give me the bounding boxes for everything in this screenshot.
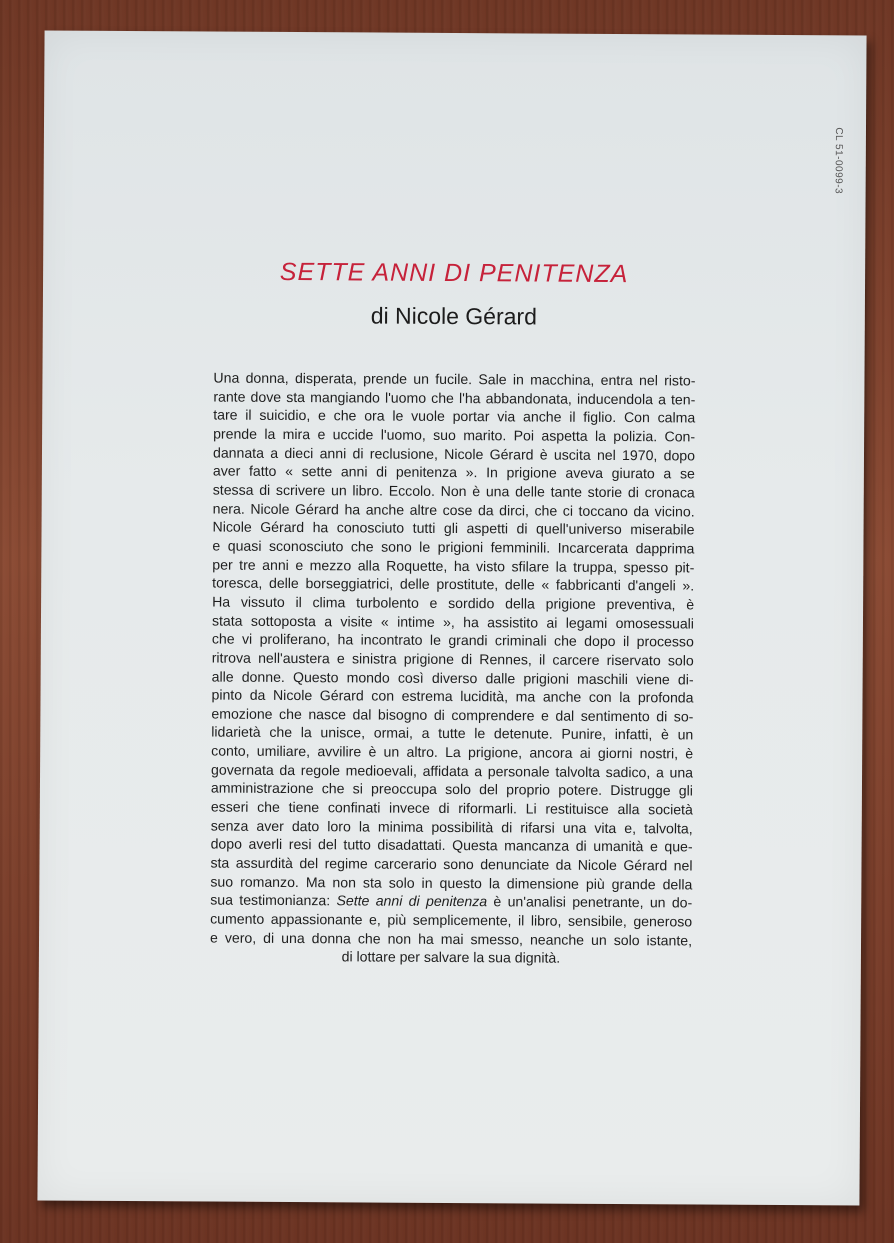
book-author: di Nicole Gérard xyxy=(370,302,538,330)
blurb-line: senza aver dato loro la minima possibilità di rifarsi una vita e, talvolta, xyxy=(210,817,693,837)
blurb-line: ritrova nell'austera e sinistra prigione di Rennes, il carcere riservato solo xyxy=(211,649,694,669)
blurb-line: conto, umiliare, avvilire è un altro. La prigione, ancora ai giorni nostri, è xyxy=(211,742,694,762)
blurb-line: nera. Nicole Gérard ha anche altre cose da dirci, che ci toccano da vicino. xyxy=(212,500,695,520)
blurb-italic-title: Sette anni di penitenza xyxy=(336,892,488,910)
blurb-line: dannata a dieci anni di reclusione, Nicole Gérard è uscita nel 1970, dopo xyxy=(212,444,696,464)
blurb-line: stata sottoposta a visite « intime », ha assistito ai legami omosessuali xyxy=(211,612,695,632)
blurb-line: per tre anni e mezzo alla Roquette, ha visto sfilare la truppa, spesso pit- xyxy=(212,556,695,576)
blurb-line: e quasi sconosciuto che sono le prigioni femminili. Incarcerata dapprima xyxy=(212,537,695,557)
blurb-line: che vi proliferano, ha incontrato le grandi criminali che dopo il processo xyxy=(211,630,694,650)
blurb-line: governata da regole medioevali, affidata a personale talvolta sadico, a una xyxy=(211,761,694,781)
blurb-line: amministrazione che si preoccupa solo del proprio potere. Distrugge gli xyxy=(210,779,693,799)
blurb-line: aver fatto « sette anni di penitenza ». In prigione aveva giurato a se xyxy=(212,462,695,482)
blurb-line: Una donna, disperata, prende un fucile. Sale in macchina, entra nel risto- xyxy=(213,369,696,389)
blurb-text xyxy=(210,369,696,969)
blurb-line: toresca, delle borseggiatrici, delle prostitute, delle « fabbricanti d'angeli ». xyxy=(212,574,695,594)
blurb-line: suo romanzo. Ma non sta solo in questo la dimensione più grande della xyxy=(210,873,693,893)
blurb-line: emozione che nasce dal bisogno di comprendere e dal sentimento di so- xyxy=(211,705,694,725)
blurb-line: alle donne. Questo mondo così diverso dalle prigioni maschili viene di- xyxy=(211,668,694,687)
blurb-segment: sua testimonianza: xyxy=(210,891,331,909)
blurb-line: stessa di scrivere un libro. Eccolo. Non è una delle tante storie di cronaca xyxy=(212,481,695,501)
blurb-line: sta assurdità del regime carcerario sono denunciate da Nicole Gérard nel xyxy=(210,854,693,874)
blurb-line: rante dove sta mangiando l'uomo che l'ha abbandonata, inducendola a ten- xyxy=(213,388,696,408)
blurb-line: cumento appassionante e, più semplicemente, il libro, sensibile, generoso xyxy=(210,910,693,930)
blurb-line: esseri che tiene confinati invece di riformarli. Li restituisce alla società xyxy=(210,798,693,818)
blurb-line: e vero, di una donna che non ha mai smesso, neanche un solo istante, xyxy=(209,929,693,949)
book-back-cover xyxy=(37,31,866,1206)
blurb-line: lidarietà che la unisce, ormai, a tutte le detenute. Punire, infatti, è un xyxy=(211,724,694,743)
catalog-code: CL 51-0099-3 xyxy=(832,127,845,195)
blurb-line: tare il suicidio, e che ora le vuole portar via anche il figlio. Con calma xyxy=(213,406,696,426)
blurb-line: pinto da Nicole Gérard con estrema lucidità, ma anche con la profonda xyxy=(211,686,694,706)
blurb-line: Nicole Gérard ha conosciuto tutti gli aspetti di quell'universo miserabile xyxy=(212,518,695,538)
blurb-line: Ha vissuto il clima turbolento e sordido della prigione preventiva, è xyxy=(212,593,695,613)
blurb-segment: è un'analisi penetrante, un do- xyxy=(487,893,693,911)
blurb-line: prende la mira e uccide l'uomo, suo marito. Poi aspetta la polizia. Con- xyxy=(213,425,696,445)
blurb-line: dopo averli resi del tutto disadattati. Questa mancanza di umanità e que- xyxy=(210,835,693,855)
blurb-last-line: di lottare per salvare la sua dignità. xyxy=(341,948,561,967)
book-title: SETTE ANNI DI PENITENZA xyxy=(279,257,629,289)
